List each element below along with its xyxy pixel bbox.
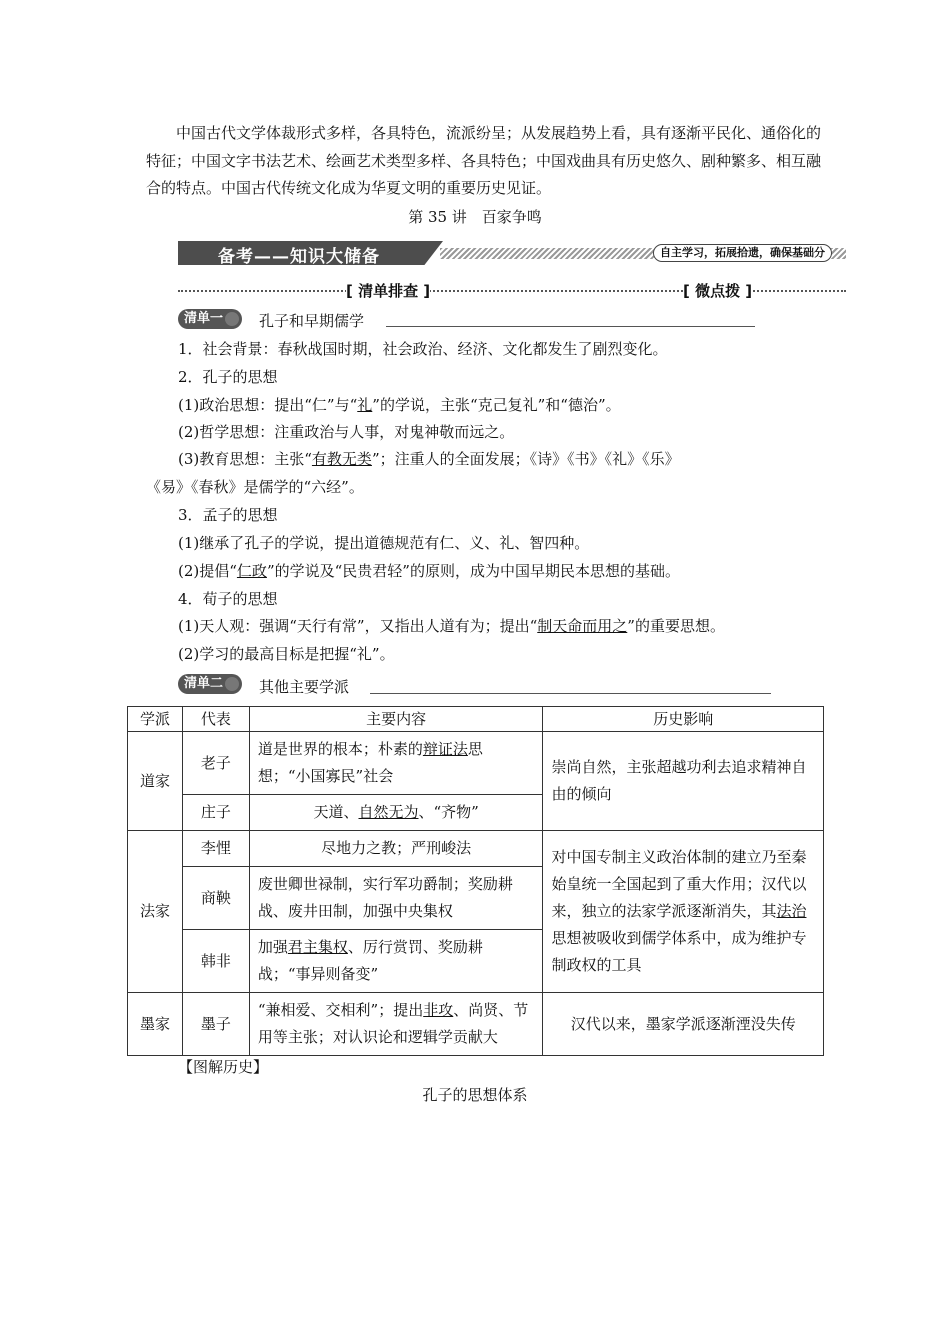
list1-p10: 4．荀子的思想	[178, 590, 278, 608]
checklist-label: [ 清单排查 ]	[346, 282, 431, 300]
illustrated-history-heading: 【图解历史】	[178, 1058, 269, 1076]
header-representative: 代表	[182, 707, 249, 732]
header-impact: 历史影响	[543, 707, 824, 732]
rep-mozi: 墨子	[182, 993, 249, 1056]
content-mozi: “兼相爱、交相利”；提出非攻、尚贤、节用等主张；对认识论和逻辑学贡献大	[249, 993, 543, 1056]
intro-paragraph: 中国古代文学体裁形式多样，各具特色，流派纷呈；从发展趋势上看，具有逐渐平民化、通俗化的特征；中国文字书法艺术、绘画艺术类型多样、各具特色；中国戏曲具有历史悠久、剧种繁多、相互融合的特点。中国古代传统文化成为华夏文明的重要历史见证。	[146, 124, 822, 197]
list1-p12: (2)学习的最高目标是把握“礼”。	[178, 645, 395, 663]
list2-badge: 清单二	[178, 674, 242, 694]
list1-p11: (1)天人观：强调“天行有常”，又指出人道有为；提出“制天命而用之”的重要思想。	[178, 617, 725, 635]
header-school: 学派	[128, 707, 183, 732]
content-hanfei: 加强君主集权、厉行赏罚、奖励耕战；“事异则备变”	[249, 930, 543, 993]
list1-p1: 1．社会背景：春秋战国时期，社会政治、经济、文化都发生了剧烈变化。	[178, 340, 668, 358]
list2-rule	[370, 693, 771, 694]
school-daojia: 道家	[128, 732, 183, 831]
list1-p4: (2)哲学思想：注重政治与人事，对鬼神敬而远之。	[178, 423, 515, 441]
list1-p3: (1)政治思想：提出“仁”与“礼”的学说，主张“克己复礼”和“德治”。	[178, 396, 621, 414]
table-row	[128, 993, 824, 1056]
table-row	[128, 831, 824, 867]
school-fajia: 法家	[128, 831, 183, 993]
rep-hanfei: 韩非	[182, 930, 249, 993]
school-mojia: 墨家	[128, 993, 183, 1056]
list1-title: 孔子和早期儒学	[259, 312, 365, 330]
tips-label: [ 微点拨 ]	[683, 282, 753, 300]
list2-title: 其他主要学派	[259, 678, 350, 696]
list1-badge: 清单一	[178, 309, 242, 329]
schools-table	[127, 706, 824, 1056]
table-header-row	[128, 707, 824, 732]
list1-p8: (1)继承了孔子的学说，提出道德规范有仁、义、礼、智四种。	[178, 534, 590, 552]
list1-p2: 2．孔子的思想	[178, 368, 278, 386]
diagram-title: 孔子的思想体系	[422, 1086, 528, 1104]
content-laozi: 道是世界的根本；朴素的辩证法思想；“小国寡民”社会	[249, 732, 543, 795]
table-row	[128, 732, 824, 795]
rep-likui: 李悝	[182, 831, 249, 867]
impact-daojia: 崇尚自然，主张超越功利去追求精神自由的倾向	[543, 732, 824, 831]
impact-mojia: 汉代以来，墨家学派逐渐湮没失传	[543, 993, 824, 1056]
content-shangyang: 废世卿世禄制，实行军功爵制；奖励耕战、废井田制，加强中央集权	[249, 867, 543, 930]
list1-p5: (3)教育思想：主张“有教无类”；注重人的全面发展；《诗》《书》《礼》《乐》	[178, 450, 680, 468]
rep-laozi: 老子	[182, 732, 249, 795]
list1-rule	[386, 326, 755, 327]
content-zhuangzi: 天道、自然无为、“齐物”	[249, 795, 543, 831]
header-content: 主要内容	[249, 707, 543, 732]
lesson-title: 第 35 讲 百家争鸣	[408, 208, 542, 226]
rep-zhuangzi: 庄子	[182, 795, 249, 831]
section-banner	[178, 241, 846, 265]
content-likui: 尽地力之教；严刑峻法	[249, 831, 543, 867]
list1-p7: 3．孟子的思想	[178, 506, 278, 524]
dotted-divider	[178, 283, 846, 299]
impact-fajia: 对中国专制主义政治体制的建立乃至秦始皇统一全国起到了重大作用；汉代以来，独立的法家学派逐渐消失，其法治思想被吸收到儒学体系中，成为维护专制政权的工具	[543, 831, 824, 993]
list1-p6: 《易》《春秋》是儒学的“六经”。	[146, 478, 364, 496]
banner-tag: 自主学习，拓展拾遗，确保基础分	[653, 244, 832, 262]
rep-shangyang: 商鞅	[182, 867, 249, 930]
list1-p9: (2)提倡“仁政”的学说及“民贵君轻”的原则，成为中国早期民本思想的基础。	[178, 562, 680, 580]
banner-title: 备考——知识大储备	[218, 247, 380, 267]
